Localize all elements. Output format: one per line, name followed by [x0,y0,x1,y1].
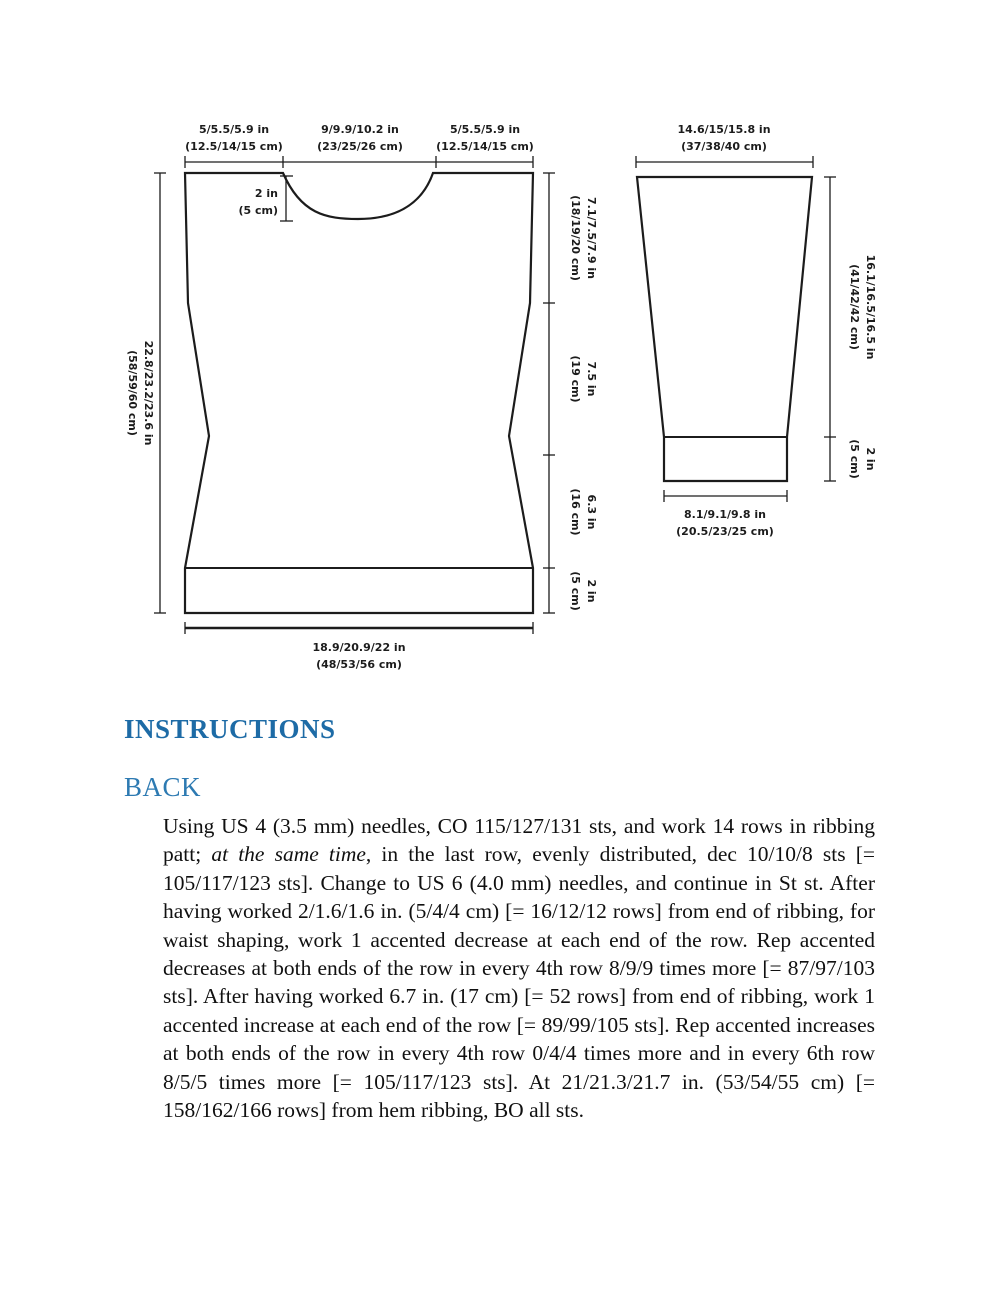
sleeve-length-label [848,255,877,360]
page-title: INSTRUCTIONS [124,714,336,744]
body-top-dimension [185,156,533,168]
sleeve-top-dimension [636,156,813,168]
sleeve-cuff-width-label-in: 8.1/9.1/9.8 in [684,508,766,521]
body-shoulder-left-label-in: 5/5.5/5.9 in [198,123,270,136]
body-outline [185,173,533,613]
svg-text:(41/42/42 cm): (41/42/42 cm) [848,264,861,350]
sleeve-cuff-dimension [664,490,787,502]
sleeve-cuff-rib-label [848,439,877,479]
body-right-dimension [543,173,555,613]
instructions-text-part2: , in the last row, evenly distributed, dec 10/10/8 sts [= 105/117/123 sts]. Change to US 6 (4.0 mm) needles, and continue in St st. After having worked 2/1.6/1.6 in. (5/4/4 cm) [= 16/12/12 rows] from end of ribbing, for waist shaping, work 1 accented decrease at each end of the row. Rep accented decreases at both ends of the row in every 4th row 8/9/9 times more [= 87/97/103 sts]. After having worked 6.7 in. (17 cm) [= 52 rows] from end of ribbing, work 1 accented increase at each end of the row [= 89/99/105 sts]. Rep accented increases at both ends of the row in every 4th row 0/4/4 times more and in every 6th row 8/5/5 times more [= 105/117/123 sts]. At 21/21.3/21.7 in. (53/54/55 cm) [= 158/162/166 rows] from hem ribbing, BO all sts. [163,842,875,1123]
sleeve-cuff-width-label-cm: (20.5/23/25 cm) [676,525,774,538]
sleeve-outline [637,177,812,481]
back-section-heading: BACK [124,772,202,802]
instructions-text-italic: at the same time [211,842,366,867]
body-side-lower-label [569,488,598,535]
body-neck-depth-dimension [280,176,293,221]
body-schematic [126,123,598,671]
svg-text:2 in: 2 in [585,579,598,603]
back-instructions-paragraph [163,812,875,1124]
svg-text:(16 cm): (16 cm) [569,488,582,536]
sleeve-schematic [636,123,877,538]
body-neck-width-label-cm: (23/25/26 cm) [317,140,403,153]
body-neck-depth-label-cm: (5 cm) [238,204,278,217]
svg-text:(18/19/20 cm): (18/19/20 cm) [569,195,582,281]
sleeve-top-width-label-in: 14.6/15/15.8 in [677,123,771,136]
body-total-length-label [126,341,155,446]
body-shoulder-right-label-in: 5/5.5/5.9 in [449,123,521,136]
body-hem-width-label-in: 18.9/20.9/22 in [312,641,406,654]
instructions-text-part1: Using US 4 (3.5 mm) needles, CO 115/127/131 sts, and work 14 rows in ribbing patt; [163,814,875,867]
body-shoulder-right-label-cm: (12.5/14/15 cm) [436,140,534,153]
svg-text:16.1/16.5/16.5 in: 16.1/16.5/16.5 in [864,254,877,360]
svg-text:(5 cm): (5 cm) [848,439,861,479]
svg-text:(58/59/60 cm): (58/59/60 cm) [126,350,139,436]
sleeve-right-dimension [824,177,836,481]
body-hem-rib-label [569,571,598,611]
svg-text:7.5 in: 7.5 in [585,361,598,397]
body-neck-depth-label-in: 2 in [254,187,278,200]
svg-text:(5 cm): (5 cm) [569,571,582,611]
svg-text:22.8/23.2/23.6 in: 22.8/23.2/23.6 in [142,340,155,446]
body-side-upper-label [569,355,598,402]
sleeve-top-width-label-cm: (37/38/40 cm) [681,140,767,153]
body-hem-width-dimension [185,622,533,634]
svg-text:2 in: 2 in [864,447,877,471]
svg-text:7.1/7.5/7.9 in: 7.1/7.5/7.9 in [585,197,598,279]
svg-text:6.3 in: 6.3 in [585,494,598,530]
body-shoulder-left-label-cm: (12.5/14/15 cm) [185,140,283,153]
body-neck-width-label-in: 9/9.9/10.2 in [321,123,399,136]
body-armhole-label [569,195,598,281]
svg-text:(19 cm): (19 cm) [569,355,582,403]
body-hem-width-label-cm: (48/53/56 cm) [316,658,402,671]
